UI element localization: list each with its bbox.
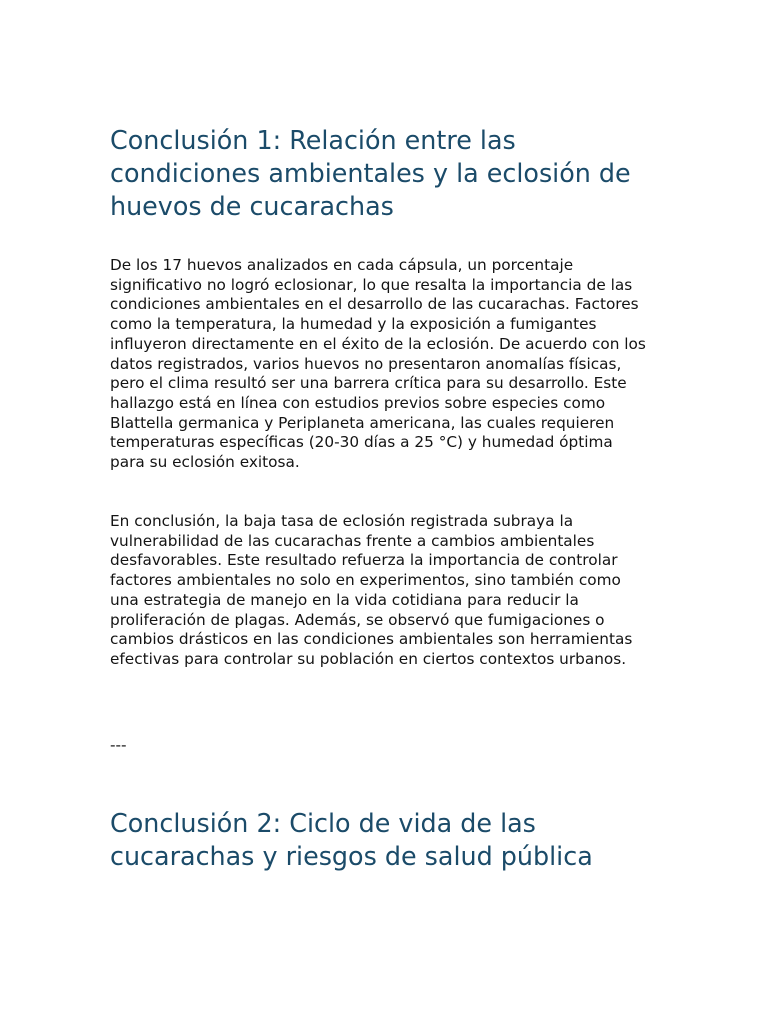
paragraph-line: hallazgo está en línea con estudios previos sobre especies como xyxy=(110,393,606,412)
heading-line: Conclusión 1: Relación entre las xyxy=(110,125,516,155)
paragraph-line: proliferación de plagas. Además, se observó que fumigaciones o xyxy=(110,610,605,629)
paragraph-line: Blattella germanica y Periplaneta americana, las cuales requieren xyxy=(110,413,615,432)
paragraph-line: condiciones ambientales en el desarrollo de las cucarachas. Factores xyxy=(110,295,639,314)
paragraph-line: desfavorables. Este resultado refuerza la importancia de controlar xyxy=(110,551,618,570)
section-separator xyxy=(110,736,728,756)
paragraph-line: De los 17 huevos analizados en cada cápsula, un porcentaje xyxy=(110,256,574,274)
conclusion-1-paragraph-2 xyxy=(110,512,728,670)
paragraph-line: para su eclosión exitosa. xyxy=(110,453,300,472)
conclusion-1-heading xyxy=(110,124,728,223)
heading-line: condiciones ambientales y la eclosión de xyxy=(110,158,631,188)
heading-line: Conclusión 2: Ciclo de vida de las xyxy=(110,808,536,838)
paragraph-line: cambios drásticos en las condiciones ambientales son herramientas xyxy=(110,630,633,649)
paragraph-line: efectivas para controlar su población en ciertos contextos urbanos. xyxy=(110,649,627,668)
paragraph-line: vulnerabilidad de las cucarachas frente a cambios ambientales xyxy=(110,531,595,550)
heading-line: cucarachas y riesgos de salud pública xyxy=(110,841,593,871)
paragraph-line: En conclusión, la baja tasa de eclosión registrada subraya la xyxy=(110,512,574,530)
paragraph-line: influyeron directamente en el éxito de la eclosión. De acuerdo con los xyxy=(110,334,646,353)
paragraph-line: significativo no logró eclosionar, lo que resalta la importancia de las xyxy=(110,275,633,294)
paragraph-line: como la temperatura, la humedad y la exposición a fumigantes xyxy=(110,315,597,334)
paragraph-line: datos registrados, varios huevos no presentaron anomalías físicas, xyxy=(110,354,622,373)
paragraph-line: factores ambientales no solo en experimentos, sino también como xyxy=(110,571,621,590)
heading-line: huevos de cucarachas xyxy=(110,191,394,221)
paragraph-line: temperaturas específicas (20-30 días a 25 °C) y humedad óptima xyxy=(110,433,613,452)
separator-text: --- xyxy=(110,736,127,754)
paragraph-line: pero el clima resultó ser una barrera crítica para su desarrollo. Este xyxy=(110,374,627,393)
conclusion-2-heading xyxy=(110,807,728,873)
conclusion-1-paragraph-1 xyxy=(110,256,728,473)
paragraph-line: una estrategia de manejo en la vida cotidiana para reducir la xyxy=(110,590,579,609)
